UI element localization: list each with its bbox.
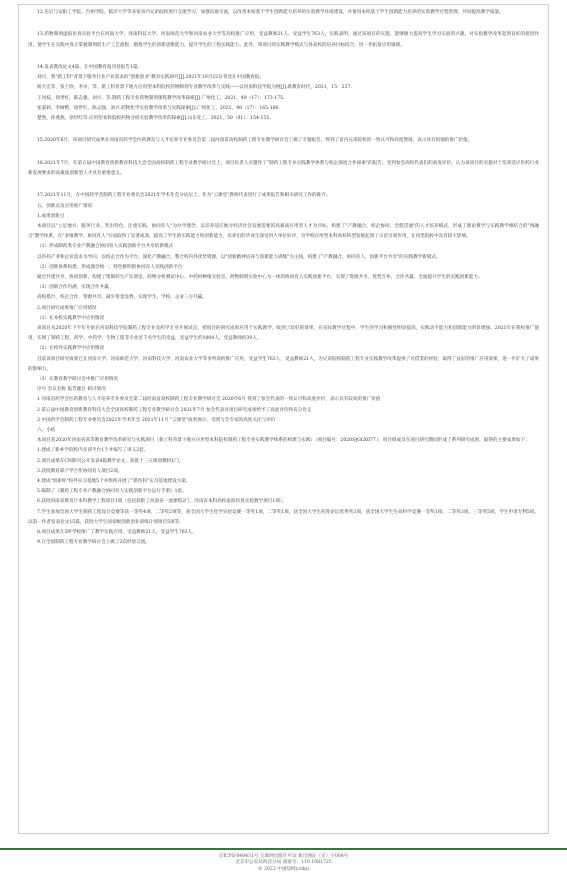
paragraph: 六、小结 bbox=[37, 428, 56, 434]
paragraph: 9.在全国制药工程专业教学研讨会上做了2次经验交流。 bbox=[37, 540, 150, 546]
footer-copyright: © 2022 中国知网(cnki) bbox=[258, 866, 309, 872]
paragraph: 2.项目研究成果推广应用情况 bbox=[37, 305, 97, 311]
paragraph: 8.项目成果在5所学校推广了教学实践应用，受益教师21人，受益学生763人。 bbox=[37, 530, 197, 536]
paragraph-gap bbox=[28, 23, 539, 26]
paragraph: （3）在教育教学研讨会中推广应用情况 bbox=[37, 377, 119, 383]
paragraph: 1.成果创新点 bbox=[37, 213, 65, 219]
paragraph: 楚然，孙燕燕，徐世红等.应用型本科院校药物分析实验教学改革的探索[J].山东化工，2021，50（01）：154-155. bbox=[37, 116, 271, 121]
paragraph: 3.获批教育部产学合作协同育人项目2项。 bbox=[37, 468, 123, 474]
paragraph: （2）在校外实践教学中应用情况 bbox=[37, 346, 105, 352]
paragraph: 2.项目成果在CN期刊公开发表4篇教学论文，获批十三五规划教材1门。 bbox=[37, 458, 184, 464]
paragraph: 13.药物制剂虚拟仿真实验平台在河南大学、河南科技大学、河南师范大学和河南农业大学等高校推广应用，受益教师21人、受益学生763人，实践表明，通过该项目的实施，能够极大提高学生学习实验的兴趣，对实验教学改革起到良好的促进作用，使学生在实践中真正掌握制剂的生产工艺流程，锻炼学生的创新思维能力，提升学生的工程实践能力。此外，将项目的实践教学模式与各高校的培养目标结合，进一步拓宽应用领域。 bbox=[28, 32, 539, 48]
paragraph: 12.先后与安阳工学院、台州学院、临沂大学等多家省内兄弟院校进行交流学习，加强沟通交流，以改善本校基于学生创新能力培养的实验教学环境建设，并推进本校基于学生创新能力培养的实验教学过程管理，共同提高教学质量。 bbox=[37, 10, 504, 15]
paragraph: 刘兴，我"新工科"背景下服务行业产业需求的"创新创业"教育实践研究[J].2021年10月22日刊登在中国教育报。 bbox=[37, 75, 265, 81]
paragraph: 以医药产业和企业需求为导向，以校企合作为平台，深化产教融合，整合校内外优势资源，以"创新精神培养与创新能力训练"为主线，构建了"产教融合、协同育人、创新平台共享"的实践教学新模式。 bbox=[37, 254, 441, 260]
paragraph: 杨天宏等，张士欣，李卓，等。新工科背景下地方应用型本科院校药物制剂专业教学改革与实践——以河南科技学院为例[J].新教育时代，2021，15：237. bbox=[37, 85, 352, 91]
paragraph: 1.建成了新乡学院校内实训平台1个并编写了讲义2套。 bbox=[37, 448, 149, 454]
paragraph: 王凤枝，徐世红，陈志强，刘兴，等.制药工程专业药物制剂课程教学改革探索[J].广州化工，2021，49（17）：173-175. bbox=[37, 95, 285, 101]
paragraph: （1）在本校实践教学中应用情况 bbox=[37, 315, 105, 321]
paragraph: 该项目从2020年下半年开始在河南科技学院制药工程专业及药学专业开展试点，把项目的研究成果应用于实践教学，收到了较好的效果，在实际教学过程中，学生的学习积极性明显提高，实践动手能力和创新能力明显增强。2021年在我校推广使用，实现了制药工程、药学、中药学、生物工程等专业近千名学生的受益，受益学生约1000人，受益教师约30人。 bbox=[28, 326, 539, 342]
paragraph: （3）创新合作内涵，实现合作共赢 bbox=[37, 285, 109, 291]
paragraph: 2 第五届中国教育创新教育科技大会全国高校制药工程专业教学研讨会 2021年7月 参会代表对项目研究成果给予了高度评价和充分肯定 bbox=[37, 407, 312, 413]
paragraph: （1）形成制药类专业产教融合协同育人实践创新平台共享的新模式 bbox=[37, 244, 174, 250]
paragraph: 高校搭台，校企合作，资源共享，减少资金浪费，实现学生、学校、企业三方共赢。 bbox=[37, 295, 207, 301]
document-page bbox=[18, 4, 549, 834]
paragraph-gap bbox=[28, 55, 539, 58]
paragraph: （2）创新体系构建，形成理念统一、特色鲜明的协同育人实践创新平台 bbox=[37, 264, 183, 270]
paragraph: 张秦莉，李树楷，徐世红，陈志强，刘兴.药物化学实验教学改革与实践探索[J].广州化工，2021，49（17）：165-166. bbox=[37, 105, 280, 111]
footer-icp: 京ICP证040431号 互联网出版许可证 新出网证（京）字008号 bbox=[218, 854, 349, 859]
document-body bbox=[19, 5, 548, 548]
paragraph: 目前该项目研究成果已在河南大学、河南师范大学、河南科技大学、河南农业大学等多所高校推广应用，受益学生763人，受益教师21人，为兄弟院校制药工程专业实践教学改革提供了可借鉴的经验，取得了良好的推广应用效果，进一步扩大了成果的影响力。 bbox=[28, 356, 539, 372]
paragraph: 16.2021年7月，在第五届中国教育创新教育科技大会全国高校制药工程专业教学研讨会上，项目负责人应邀作了"制药工程专业实践教学体系与校企深度合作探索"的报告，受到参会高校代表们的高度评价，认为该项目的实施对于培养适应医药行业新发展要求的高素质创新型人才具有重要意义。 bbox=[28, 160, 539, 176]
paragraph-gap bbox=[28, 151, 539, 154]
paragraph: 序号 会议名称 报告题目 研讨情况 bbox=[37, 387, 106, 393]
paragraph: 五、创新点及应用推广情况 bbox=[37, 203, 93, 209]
site-footer bbox=[0, 848, 567, 886]
paragraph: 17.2021年11月，在中国药学会制药工程专业委员会2021年学术年会分论坛上，作为"云课堂"教师代表进行了成果报告和相关研究工作的推介。 bbox=[37, 193, 331, 199]
paragraph-gap bbox=[28, 129, 539, 132]
paragraph: 本项目以"立足地方、服务行业、突出特色、注重实践、协同育人"为办学理念，以培养适应地方经济社会发展需要的高素质应用型人才为目标，构建了"产教融合、校企协同、全程贯通"的人才培养模式，形成了理论教学与实践教学相结合的"两融合"教学体系，在"多维教学、协同育人"方面取得了显著成效，提高了学生的实践能力和创新能力，培养出的毕业生深受用人单位好评，为学校应用型本科高校转型发展起到了示范引领作用，在同类院校中具有较大影响。 bbox=[28, 223, 539, 240]
paragraph: 6.获批河南省教育厅本科教学工程项目1项（包括获批了河南省一流课程2门、河南省本科高校虚拟仿真实验教学项目1项）。 bbox=[37, 499, 287, 505]
paragraph: 通过共建共享，协同创新，构建了集制药生产实训室、药物分析测试中心、中药材种植实验室、药物制剂实验中心为一体的协同育人实践创新平台，实现了资源共享、优势互补、合作共赢，全面提升学生的实践创新能力。 bbox=[37, 275, 483, 280]
footer-police-record: 北京市公安局海淀分局 备案号：110 1081725 bbox=[235, 860, 332, 866]
paragraph-gap bbox=[28, 184, 539, 187]
paragraph: 15.2020年6月，该项目研究成果在河南省药学会医药教育与人才培养专业委员会第二届河南省高校制药工程专业教学研讨会上做了专题报告，得到了省内兄弟院校的一致认可和高度赞扬，表示具有很强的推广价值。 bbox=[37, 138, 473, 144]
paragraph: 3 中国药学会制药工程专业委员会2021年学术年会 2021年11月 "云课堂"成果展示，受到与会专家的高度关注与评价 bbox=[37, 417, 276, 423]
paragraph: 1 河南省药学会医药教育与人才培养专业委员会第二届河南省高校制药工程专业教学研讨会 2020年6月 得到了参会代表的一致认可和高度评价，表示具有较高的推广价值 bbox=[37, 397, 381, 403]
paragraph: 本项目获2020年河南省高等教育教学改革研究与实践项目（新工科背景下地方应用型本科院校制药工程专业实践教学体系的构建与实践）（项目编号：2020SJGLX077），项目组成员在项目研究期间形成了系列研究成果，取得的主要成果如下： bbox=[37, 438, 530, 444]
paragraph: 7.学生参加全国大学生制药工程设计竞赛等获一等奖4项、二等奖2项等，获全国大学生化学实验竞赛一等奖1项、二等奖1项，获全国大学生药苑论坛优秀奖3项，获全国大学生生命科学竞赛一等奖1项、二等奖3项、三等奖5项，学生申请专利5项，以第一作者发表论文15篇，获批大学生国家级创新创业训练计划项目5项等。 bbox=[28, 509, 539, 525]
paragraph: 14.发表教改论文4篇，在中国教育报刊登报告1篇。 bbox=[37, 64, 143, 70]
paragraph: 5.编制了《制药工程专业产教融合协同育人实践创新平台运行手册》1套。 bbox=[37, 489, 187, 495]
paragraph: 4.建成"创新杯"校外实习基地5个并组织开展了"新医科"实习基地建设方案。 bbox=[37, 479, 191, 485]
